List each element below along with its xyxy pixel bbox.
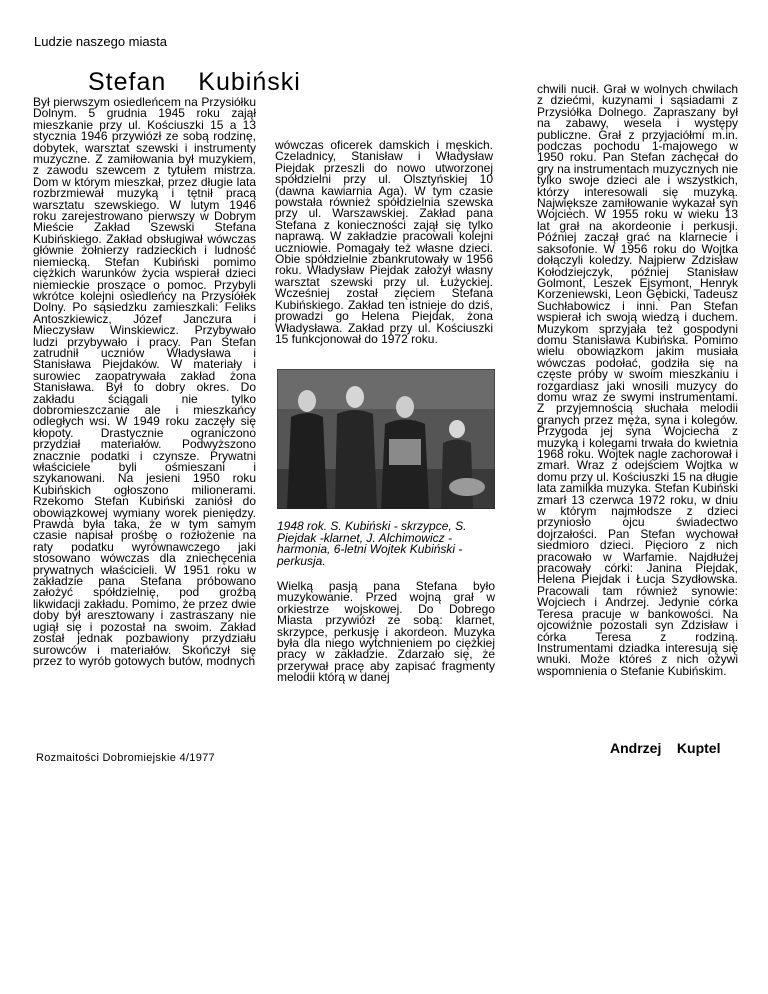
article-column-2-continued: Wielką pasją pana Stefana było muzykowanie. Przed wojną grał w orkiestrze wojskowej. Do Dobrego Miasta przywiózł ze sobą: klarnet, skrzypce, perkusję i akordeon. Muzyka była dla niego wytchnieniem po ciężkiej pracy w zakładzie. Zdarzało się, że przerywał pracę aby zapisać fragmenty melodii którą w danej — [277, 579, 495, 685]
article-column-1: Był pierwszym osiedleńcem na Przysiółku Dolnym. 5 grudnia 1945 roku zajął mieszkanie przy ul. Kościuszki 15 a 13 stycznia 1946 przywiózł ze sobą rodzinę, dobytek, warsztat szewski i instrumenty muzyczne. Z zamiłowania był muzykiem, z zawodu szewcem z tytułem mistrza. Dom w którym mieszkał, przez długie lata rozbrzmiewał muzyką i tętnił pracą warsztatu szewskiego. W lutym 1946 roku zarejestrowano pierwszy w Dobrym Mieście Zakład Szewski Stefana Kubińskiego. Zakład obsługiwał wówczas głównie żołnierzy radzieckich i ludność niemiecką. Stefan Kubiński pomimo ciężkich warunków życia wspierał dzieci niemieckie proszące o pomoc. Przybyli wkrótce kolejni osiedleńcy na Przysiółek Dolny. Po sąsiedzku zamieszkali: Feliks Antoszkiewicz, Józef Janczura i Mieczysław Winskiewicz. Przybywało ludzi przybywało i pracy. Pan Stefan zatrudnił uczniów Władysława i Stanisława Piejdaków. W materiały i surowiec zaopatrywała zakład żona Stanisława. Był to dobry okres. Do zakładu ściągali nie tylko dobromieszczanie ale i mieszkańcy odległych wsi. W 1949 roku zaczęły się kłopoty. Drastycznie ograniczono przydział materiałów. Podwyższono znacznie podatki i czynsze. Prywatni właściciele byli ośmieszani i szykanowani. Na jesieni 1950 roku Kubińskich ogłoszono milionerami. Rzekomo Stefan Kubiński zaniósł do obowiązkowej wymiany worek pieniędzy. Prawda była taka, że w tym samym czasie napisał prośbę o rozłożenie na raty podatku wyrównawczego jaki stosowano wówczas dla zniechęcenia prywatnych właścicieli. W 1951 roku w zakładzie pana Stefana próbowano założyć spółdzielnię, pod groźbą likwidacji zakładu. Pomimo, że przez dwie doby był aresztowany i zastraszany nie ugiął się i pozostał na swoim. Zakład został jednak pozbawiony przydziału surowców i materiałów. Skończył się przez to wyrób gotowych butów, modnych — [33, 95, 256, 668]
author-last-name: Kuptel — [676, 740, 721, 756]
photo-caption: 1948 rok. S. Kubiński - skrzypce, S. Piejdak -klarnet, J. Alchimowicz - harmonia, 6-letni Wojtek Kubiński - perkusja. — [277, 519, 467, 568]
article-title — [88, 68, 301, 97]
article-column-2: wówczas oficerek damskich i męskich. Czeladnicy, Stanisław i Władysław Piejdak przeszli do nowo utworzonej spółdzielni przy ul. Olsztyńskiej 10 (dawna kawiarnia Aga). W tym czasie powstała również spółdzielnia szewska przy ul. Warszawskiej. Zakład pana Stefana z konieczności zajął się tylko naprawą. W zakładzie pracowali kolejni uczniowie. Pomagały też własne dzieci. Obie spółdzielnie zbankrutowały w 1956 roku. Władysław Piejdak założył własny warsztat szewski przy ul. Łużyckiej. Wcześniej został zięciem Stefana Kubińskiego. Zakład ten istnieje do dziś, prowadzi go Helena Piejdak, żona Władysława. Zakład przy ul. Kościuszki 15 funkcjonował do 1972 roku. — [275, 138, 493, 346]
article-column-3: chwili nucił. Grał w wolnych chwilach z dziećmi, kuzynami i sąsiadami z Przysiółka Dolnego. Zapraszany był na zabawy, wesela i występy publiczne. Grał z przyjaciółmi m.in. podczas pochodu 1-majowego w 1950 roku. Pan Stefan zachęcał do gry na instrumentach muzycznych nie tylko swoje dzieci ale i wszystkich, którzy interesowali się muzyką. Największe zamiłowanie wykazał syn Wojciech. W 1955 roku w wieku 13 lat grał na akordeonie i perkusji. Później zaczął grać na klarnecie i saksofonie. W 1956 roku do Wojtka dołączyli koledzy. Najpierw Zdzisław Kołodziejczyk, później Stanisław Golmont, Leszek Ejsymont, Henryk Korzeniewski, Leon Gębicki, Tadeusz Suchłabowicz i inni. Pan Stefan wspierał ich swoją wiedzą i duchem. Muzykom sprzyjała też gospodyni domu Stanisława Kubińska. Pomimo wielu obowiązkom jakim musiała wówczas podołać, godziła się na częste próby w swoim mieszkaniu i rozgardiasz jaki wnosili muzycy do domu wraz ze swymi instrumentami. Z przyjemnością słuchała melodii granych przez męża, syna i kolegów. Przygoda jej syna Wojciecha z muzyką i kolegami trwała do kwietnia 1968 roku. Wojtek nagle zachorował i zmarł. Wraz z odejściem Wojtka w domu przy ul. Kościuszki 15 na długie lata zamilkła muzyka. Stefan Kubiński zmarł 13 czerwca 1972 roku, w dniu w którym najmłodsze z dzieci przyniosło ojcu świadectwo dojrzałości. Pan Stefan wychował siedmioro dzieci. Pięcioro z nich pracowało w Warfamie. Najdłużej pracowały córki: Janina Piejdak, Helena Piejdak i Łucja Szydłowska. Pracowali tam również synowie: Wojciech i Andrzej. Jedynie córka Teresa pracuje w bankowości. Na ojcowiźnie pozostali syn Zdzisław i córka Teresa z rodziną. Instrumentami dziadka interesują się wnuki. Może któreś z nich ożywi wspomnienia o Stefanie Kubińskim. — [537, 82, 738, 678]
source-footer: Rozmaitości Dobromiejskie 4/1977 — [36, 752, 215, 764]
author-name — [610, 740, 738, 756]
historic-photo — [277, 369, 495, 509]
author-first-name: Andrzej — [610, 740, 662, 756]
title-last-name: Kubiński — [198, 68, 301, 96]
title-first-name: Stefan — [88, 68, 167, 96]
section-header: Ludzie naszego miasta — [34, 34, 167, 49]
